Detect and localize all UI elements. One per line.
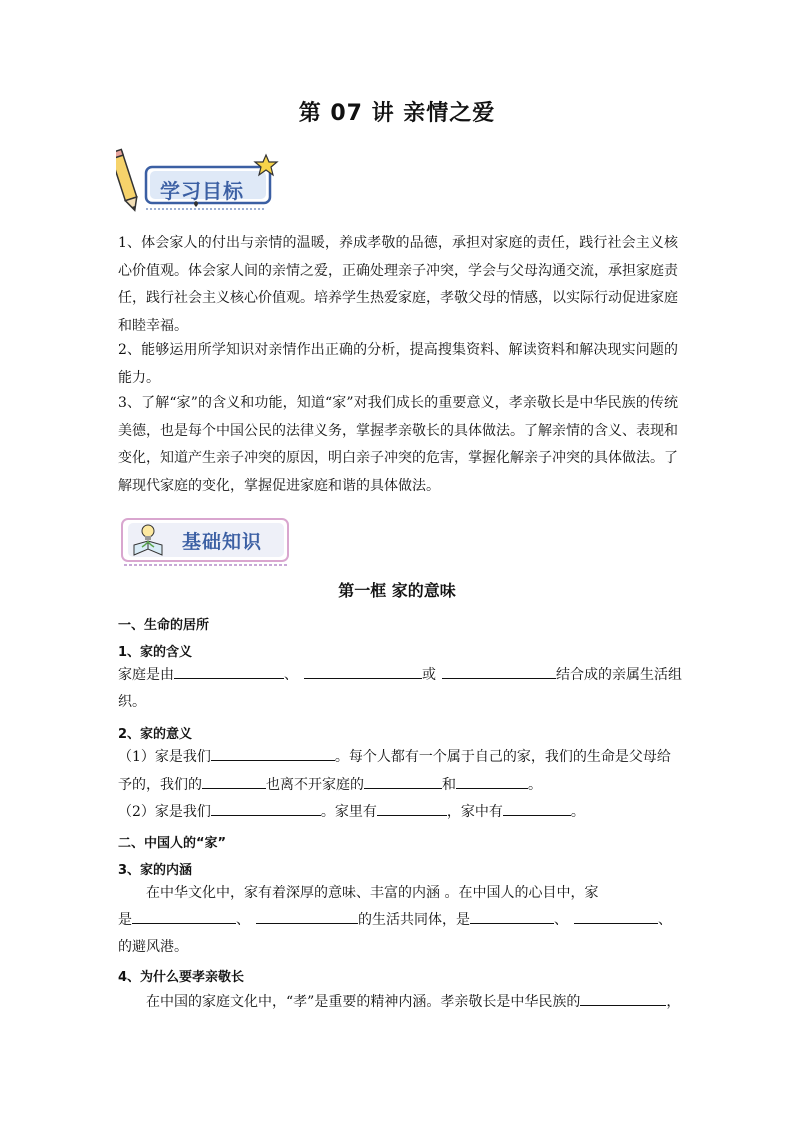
blank[interactable]	[132, 907, 236, 924]
text: （1）家是我们	[118, 749, 211, 765]
text: 、	[554, 912, 568, 928]
text: 。	[570, 804, 585, 820]
goal-3: 3、了解“家”的含义和功能，知道“家”对我们成长的重要意义，孝亲敬长是中华民族的传统美德，也是每个中国公民的法律义务，掌握孝亲敬长的具体做法。了解亲情的含义、表现和变化，知道产生亲子冲突的原因，明白亲子冲突的危害，掌握化解亲子冲突的具体做法。了解现代家庭的变化，掌握促进家庭和谐的具体做法。	[118, 395, 678, 494]
blank[interactable]	[304, 662, 422, 679]
text: 的生活共同体，是	[358, 912, 470, 928]
heading-family-significance: 2、家的意义	[118, 727, 193, 742]
text: 在中国的家庭文化中，“孝”是重要的精神内涵。孝亲敬长是中华民族的	[146, 994, 581, 1010]
connotation-line-2	[118, 907, 683, 934]
text: 也离不开家庭的	[266, 777, 364, 793]
text: 、	[284, 667, 298, 683]
blank[interactable]	[580, 989, 666, 1006]
blank[interactable]	[174, 662, 284, 679]
text: ，家中有	[446, 804, 503, 820]
text: 或	[422, 667, 436, 683]
blank[interactable]	[377, 799, 447, 816]
text: 。每个人都有一个属于自己的家，我们的生命是父母给	[334, 749, 671, 765]
section-title: 第一框 家的意味	[338, 581, 456, 600]
blank[interactable]	[456, 772, 528, 789]
learning-goals-label: 学习目标	[160, 179, 244, 203]
goal-2: 2、能够运用所学知识对亲情作出正确的分析，提高搜集资料、解读资料和解决现实问题的能力。	[118, 342, 678, 386]
blank[interactable]	[470, 907, 554, 924]
text: （2）家是我们	[118, 804, 211, 820]
filial-line-1	[118, 989, 683, 1016]
learning-goals-badge	[116, 147, 286, 219]
text: ，	[666, 994, 681, 1010]
blank[interactable]	[202, 772, 266, 789]
family-definition-line-2: 织。	[118, 694, 146, 710]
text: 。家里有	[320, 804, 377, 820]
blank[interactable]	[364, 772, 442, 789]
heading-family-meaning: 1、家的含义	[118, 645, 193, 660]
connotation-line-3: 的避风港。	[118, 939, 188, 955]
goal-1: 1、体会家人的付出与亲情的温暖，养成孝敬的品德，承担对家庭的责任，践行社会主义核心价值观。体会家人间的亲情之爱，正确处理亲子冲突，学会与父母沟通交流，承担家庭责任，践行社会主义核心价值观。培养学生热爱家庭，孝敬父母的情感，以实际行动促进家庭和睦幸福。	[118, 235, 678, 334]
basic-knowledge-label: 基础知识	[182, 531, 263, 553]
text: 。	[528, 777, 542, 793]
text: 予的，我们的	[118, 777, 202, 793]
significance-line-1	[118, 744, 683, 771]
significance-line-2	[118, 772, 683, 799]
page-title: 第 07 讲 亲情之爱	[298, 101, 496, 126]
text: 和	[442, 777, 456, 793]
basic-knowledge-badge	[120, 517, 292, 569]
blank[interactable]	[503, 799, 571, 816]
family-definition-line	[118, 662, 683, 689]
heading-chinese-home: 二、中国人的“家”	[118, 836, 227, 851]
text: 、	[236, 912, 250, 928]
blank[interactable]	[574, 907, 658, 924]
blank[interactable]	[211, 799, 321, 816]
connotation-line-1: 在中华文化中，家有着深厚的意味、丰富的内涵 。在中国人的心目中，家	[146, 885, 599, 901]
heading-connotation: 3、家的内涵	[118, 863, 193, 878]
text: 结合成的亲属生活组	[556, 667, 682, 683]
text: 、	[658, 912, 672, 928]
blank[interactable]	[256, 907, 358, 924]
heading-life-home: 一、生命的居所	[118, 618, 210, 633]
text: 是	[118, 912, 132, 928]
significance-line-3	[118, 799, 683, 826]
heading-why-filial: 4、为什么要孝亲敬长	[118, 970, 245, 985]
blank[interactable]	[442, 662, 556, 679]
blank[interactable]	[211, 744, 335, 761]
text: 家庭是由	[118, 667, 174, 683]
